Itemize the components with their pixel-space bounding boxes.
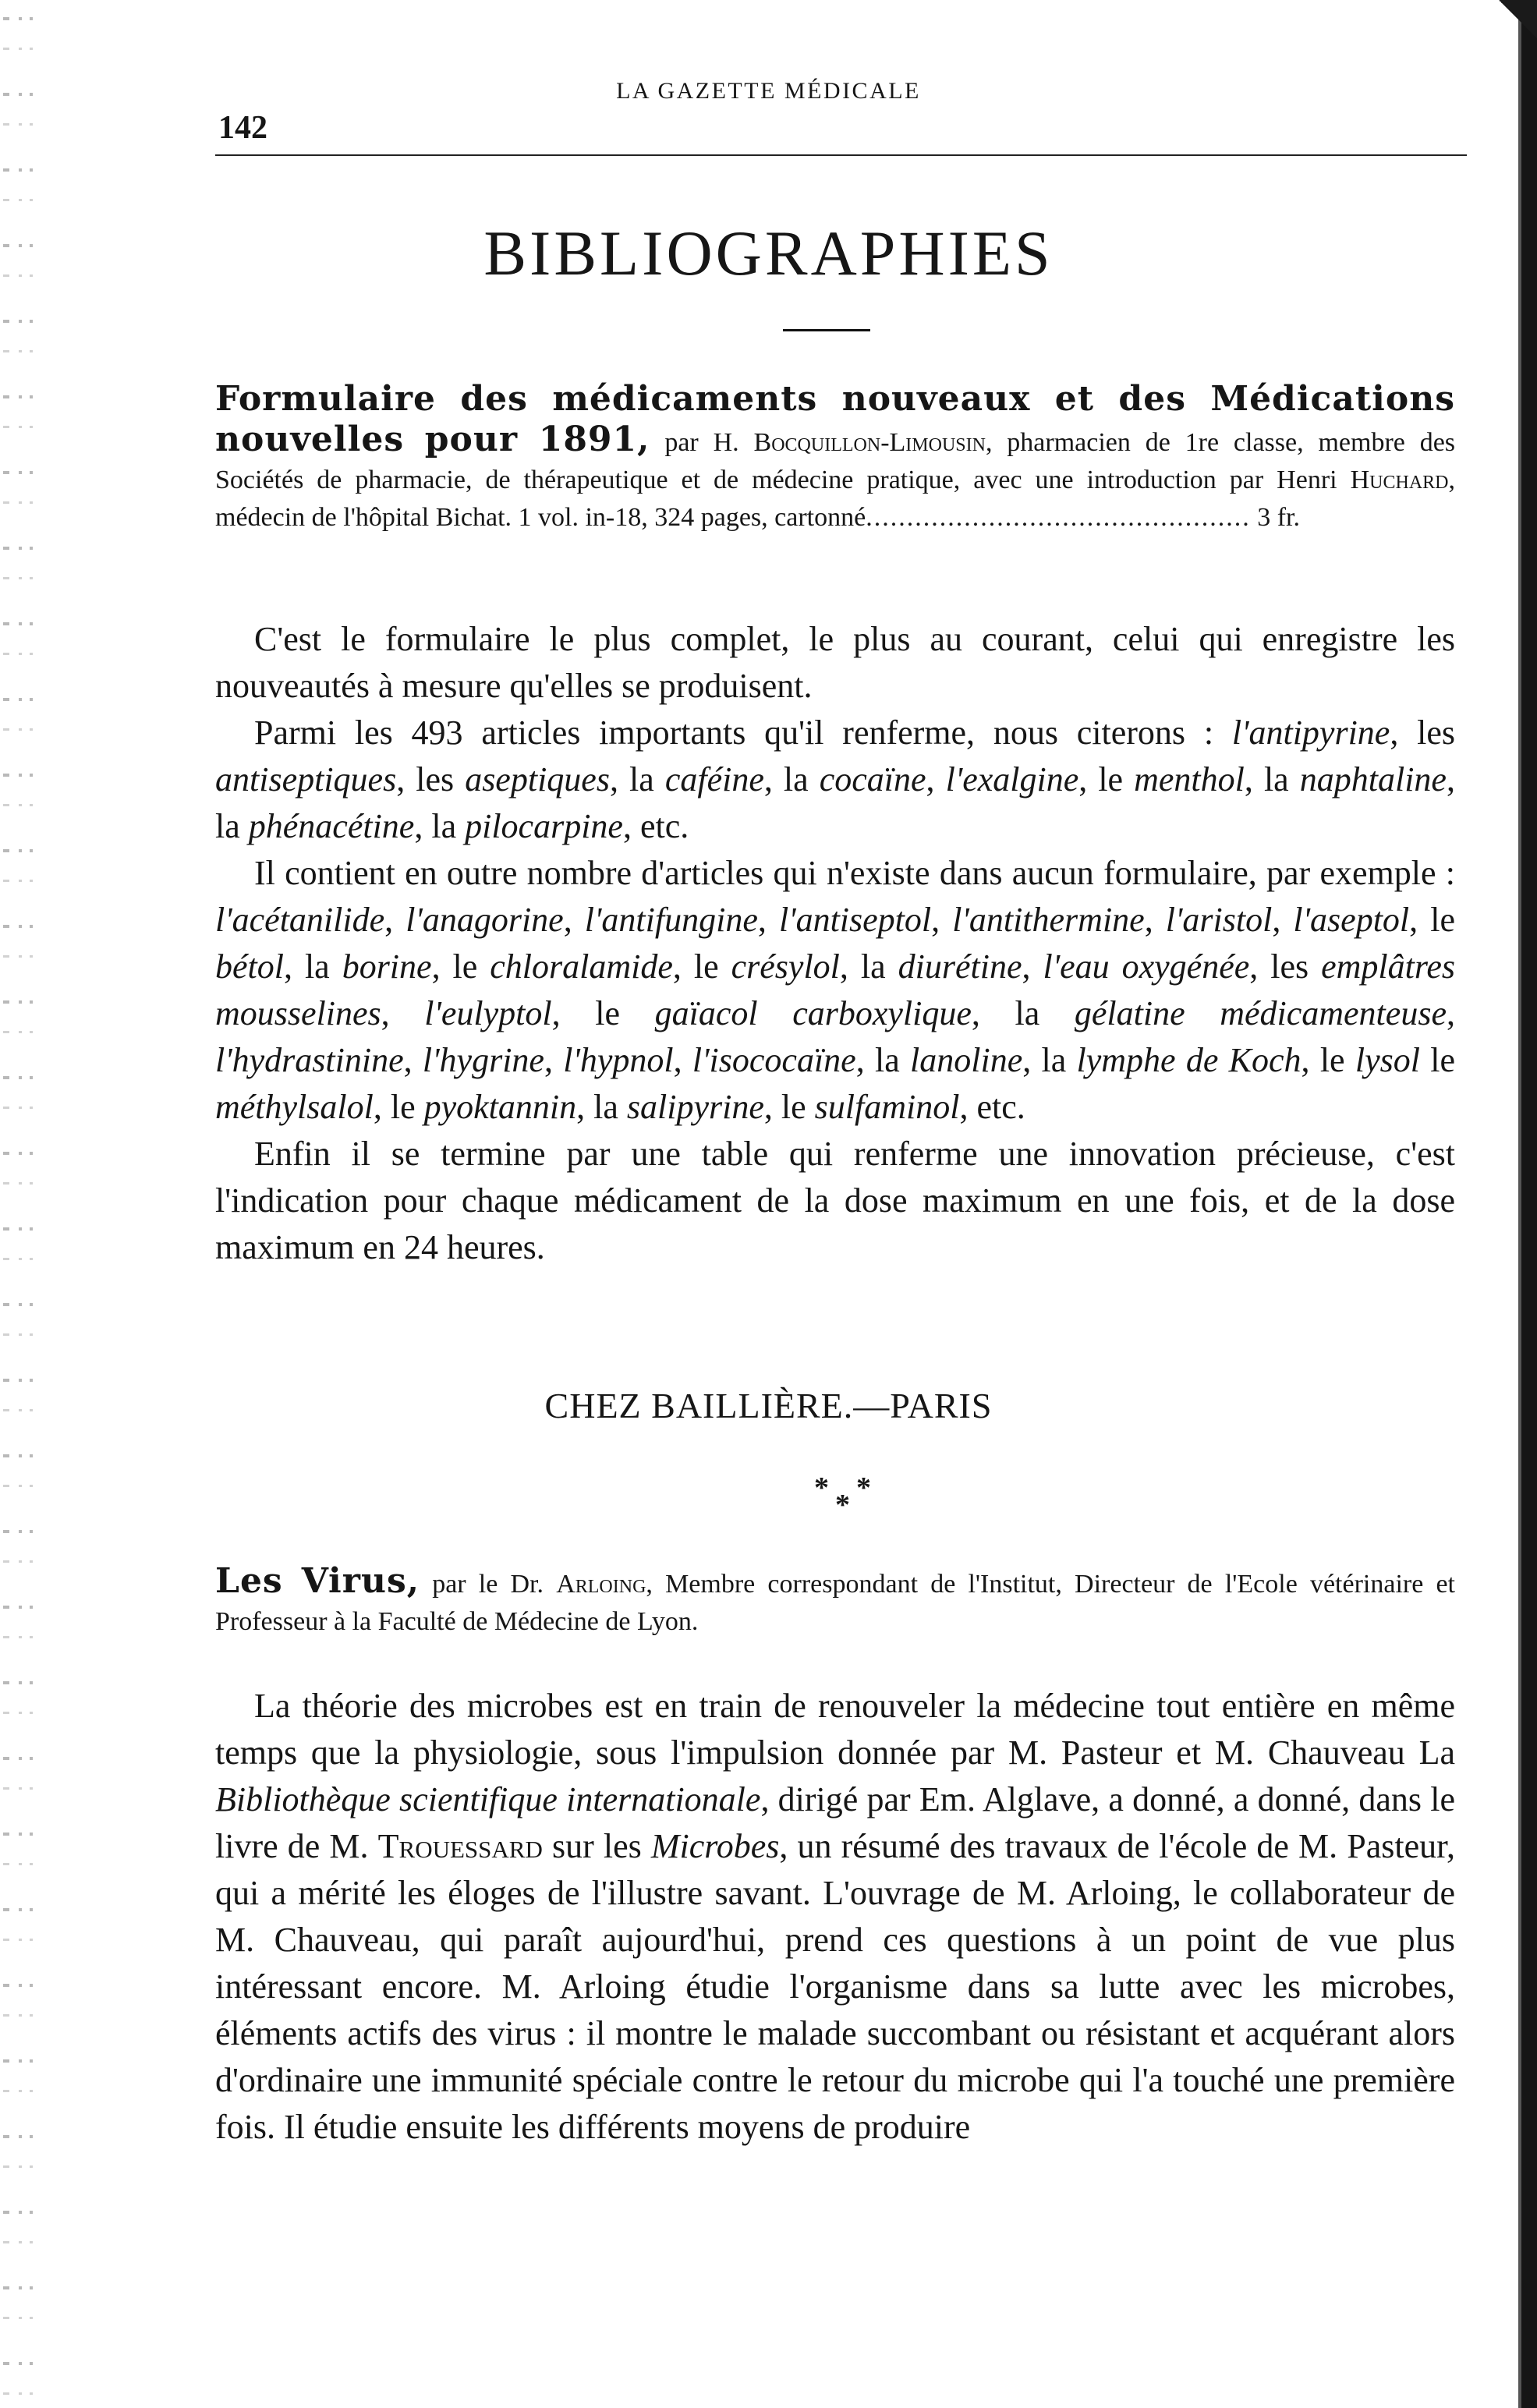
bibliography-entry-virus <box>215 1563 1455 1641</box>
title-rule <box>783 329 870 331</box>
section-title: BIBLIOGRAPHIES <box>483 218 1054 289</box>
scan-corner <box>1482 0 1537 55</box>
entry-description: , Membre correspondant de l'Institut, Directeur de l'Ecole vétérinaire et Professeur à la Faculté de Médecine de Lyon. <box>215 1570 1456 1636</box>
entry-title: Formulaire des médicaments nouveaux et des Médications nouvelles pour 1891, <box>215 379 1455 459</box>
paragraph: C'est le formulaire le plus complet, le plus au courant, celui qui enregistre les nouveautés à mesure qu'elles se produisent. <box>215 620 1455 705</box>
running-head: LA GAZETTE MÉDICALE <box>616 78 921 104</box>
paragraph: Enfin il se termine par une table qui renferme une innovation précieuse, c'est l'indication pour chaque médicament de la dose maximum en une fois, et de la dose maximum en 24 heures. <box>215 1135 1455 1266</box>
review-virus <box>215 1683 1455 2151</box>
header-rule <box>215 154 1467 156</box>
entry-price: 3 fr. <box>1257 503 1300 532</box>
page-number: 142 <box>218 110 267 146</box>
review-formulaire <box>215 616 1455 1271</box>
bibliography-entry-formulaire <box>215 381 1455 536</box>
entry-description-2: , médecin de l'hôpital Bichat. 1 vol. in-18, 324 pages, cartonné <box>215 466 1456 532</box>
entry-author: Arloing <box>556 1570 646 1599</box>
paragraph: La théorie des microbes est en train de renouveler la médecine tout entière en même temps que la physiologie, sous l'impulsion donnée par M. Pasteur et M. Chauveau La Bibliothèque scientifique internationale, dirigé par Em. Alglave, a donné, a donné, dans le livre de M. Trouessard sur les Microbes, un résumé des travaux de l'école de M. Pasteur, qui a mérité les éloges de l'illustre savant. L'ouvrage de M. Arloing, le collaborateur de M. Chauveau, qui paraît aujourd'hui, prend ces questions à un point de vue plus intéressant encore. M. Arloing étudie l'organisme dans sa lutte avec les microbes, éléments actifs des virus : il montre le malade succombant ou résistant et acquérant alors d'ordinaire une immunité spéciale contre le retour du microbe qui l'a touché une première fois. Il étudie ensuite les différents moyens de produire <box>215 1687 1455 2146</box>
entry-title: Les Virus, <box>215 1561 420 1601</box>
scan-edge-right <box>1510 0 1537 2408</box>
entry-by: par le Dr. <box>432 1570 544 1599</box>
publisher-line: CHEZ BAILLIÈRE.—PARIS <box>544 1386 993 1425</box>
paragraph: Il contient en outre nombre d'articles qui n'existe dans aucun formulaire, par exemple : l'acétanilide, l'anagorine, l'antifungine, l'antiseptol, l'antithermine, l'aristol, l'aseptol, le bétol, la borine, le chloralamide, le crésylol, la diurétine, l'eau oxygénée, les emplâtres mousselines, l'eulyptol, le gaïacol carboxylique, la gélatine médicamenteuse, l'hydrastinine, l'hygrine, l'hypnol, l'isococaïne, la lanoline, la lymphe de Koch, le lysol le méthylsalol, le pyoktannin, la salipyrine, le sulfaminol, etc. <box>215 854 1456 1126</box>
scan-edge-left <box>0 0 55 2408</box>
price-leader: ............................................... <box>866 503 1251 532</box>
asterism-separator: * * * <box>814 1471 871 1521</box>
entry-by: par H. <box>664 428 739 457</box>
entry-description: , pharmacien de 1re classe, membre des Sociétés de pharmacie, de thérapeutique et de médecine pratique, avec une introduction par Henri <box>215 428 1456 494</box>
paragraph: Parmi les 493 articles importants qu'il renferme, nous citerons : l'antipyrine, les antiseptiques, les aseptiques, la caféine, la cocaïne, l'exalgine, le menthol, la naphtaline, la phénacétine, la pilocarpine, etc. <box>215 714 1456 845</box>
entry-author: Bocquillon-Limousin <box>753 428 986 457</box>
entry-intro-author: Huchard <box>1350 466 1449 494</box>
